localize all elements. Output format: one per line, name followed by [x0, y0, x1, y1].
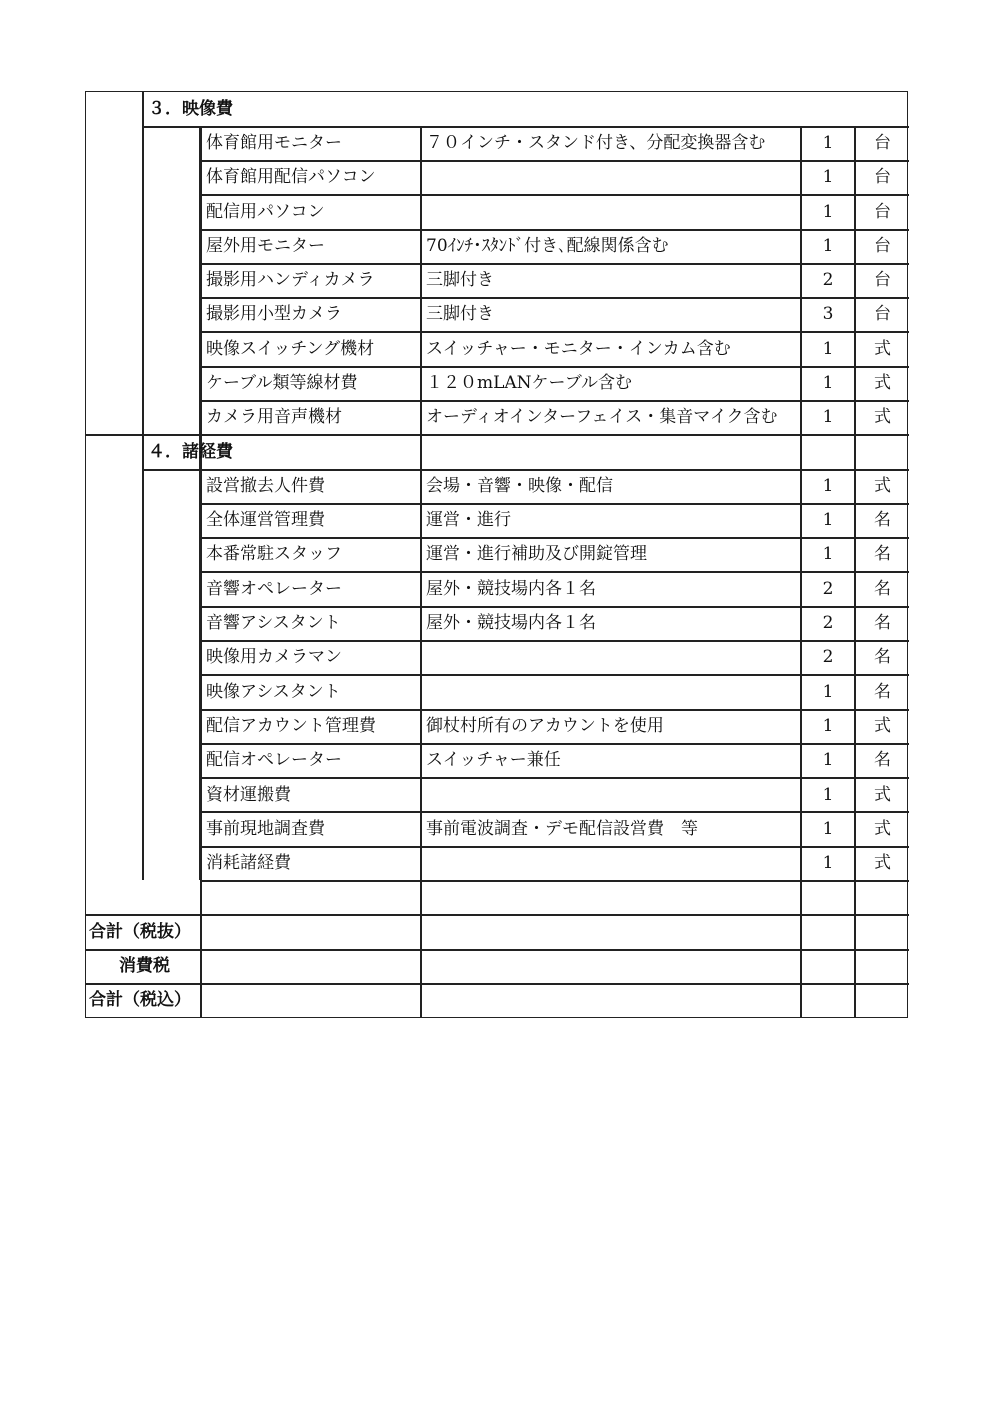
item-qty: 2 — [822, 647, 834, 667]
item-unit: 名 — [874, 682, 891, 702]
item-unit: 式 — [874, 373, 891, 393]
item-qty: 1 — [822, 236, 834, 256]
item-qty: 1 — [822, 133, 834, 153]
item-unit: 式 — [874, 407, 891, 427]
item-name: 事前現地調査費 — [206, 819, 325, 839]
item-qty: 1 — [822, 167, 834, 187]
item-name: 映像スイッチング機材 — [206, 339, 375, 359]
item-spec: 事前電波調査・デモ配信設営費 等 — [426, 819, 698, 839]
item-unit: 式 — [874, 716, 891, 736]
item-spec: オーディオインターフェイス・集音マイク含む — [426, 407, 778, 427]
item-name: カメラ用音声機材 — [206, 407, 342, 427]
item-spec: 運営・進行 — [426, 510, 511, 530]
row-line — [86, 914, 909, 916]
item-qty: 2 — [822, 613, 834, 633]
item-unit: 台 — [874, 202, 891, 222]
item-name: 映像アシスタント — [206, 682, 341, 702]
item-qty: 1 — [822, 510, 834, 530]
item-qty: 1 — [822, 339, 834, 359]
item-qty: 1 — [822, 819, 834, 839]
item-name: 体育館用配信パソコン — [206, 167, 376, 187]
item-spec: 70ｲﾝﾁ･ｽﾀﾝﾄﾞ付き､配線関係含む — [426, 236, 669, 256]
item-unit: 名 — [874, 750, 891, 770]
item-qty: 1 — [822, 373, 834, 393]
item-name: 屋外用モニター — [206, 236, 325, 256]
item-name: 体育館用モニター — [206, 133, 342, 153]
item-spec: 運営・進行補助及び開錠管理 — [426, 544, 647, 564]
item-spec: １２０mLANケーブル含む — [426, 373, 633, 393]
item-unit: 台 — [874, 270, 891, 290]
item-qty: 1 — [822, 750, 834, 770]
item-unit: 台 — [874, 304, 891, 324]
subtotal-label: 合計（税抜） — [89, 922, 191, 942]
section-title: ３．映像費 — [148, 99, 233, 119]
col-line-section — [142, 92, 144, 880]
item-name: 全体運営管理費 — [206, 510, 325, 530]
item-qty: 3 — [822, 304, 834, 324]
item-qty: 1 — [822, 716, 834, 736]
item-unit: 台 — [874, 133, 891, 153]
item-name: 映像用カメラマン — [206, 647, 342, 667]
estimate-table — [85, 91, 908, 1018]
total-label: 合計（税込） — [89, 990, 191, 1010]
item-name: ケーブル類等線材費 — [206, 373, 358, 393]
item-name: 消耗諸経費 — [206, 853, 291, 873]
item-name: 音響オペレーター — [206, 579, 342, 599]
item-spec: 三脚付き — [426, 304, 494, 324]
item-qty: 2 — [822, 579, 834, 599]
item-spec: 三脚付き — [426, 270, 494, 290]
item-unit: 台 — [874, 167, 891, 187]
item-qty: 1 — [822, 407, 834, 427]
item-qty: 2 — [822, 270, 834, 290]
item-name: 設営撤去人件費 — [206, 476, 325, 496]
row-line — [200, 880, 909, 882]
item-name: 撮影用ハンディカメラ — [206, 270, 375, 290]
item-unit: 名 — [874, 613, 891, 633]
item-name: 資材運搬費 — [206, 785, 291, 805]
item-name: 本番常駐スタッフ — [206, 544, 342, 564]
item-spec: 御杖村所有のアカウントを使用 — [426, 716, 664, 736]
item-name: 音響アシスタント — [206, 613, 341, 633]
tax-label: 消費税 — [119, 956, 170, 976]
item-name: 配信オペレーター — [206, 750, 342, 770]
section-title: ４．諸経費 — [148, 442, 233, 462]
item-qty: 1 — [822, 202, 834, 222]
item-unit: 名 — [874, 544, 891, 564]
row-line — [86, 949, 909, 951]
item-qty: 1 — [822, 544, 834, 564]
item-unit: 名 — [874, 579, 891, 599]
item-name: 配信アカウント管理費 — [206, 716, 376, 736]
item-unit: 式 — [874, 819, 891, 839]
item-unit: 名 — [874, 510, 891, 530]
item-unit: 式 — [874, 853, 891, 873]
row-line — [86, 983, 909, 985]
item-name: 配信用パソコン — [206, 202, 325, 222]
item-unit: 式 — [874, 785, 891, 805]
item-spec: 屋外・競技場内各１名 — [426, 613, 596, 633]
item-spec: 屋外・競技場内各１名 — [426, 579, 596, 599]
item-spec: 会場・音響・映像・配信 — [426, 476, 613, 496]
item-spec: ７０インチ・スタンド付き、分配変換器含む — [426, 133, 766, 153]
item-unit: 式 — [874, 339, 891, 359]
item-unit: 台 — [874, 236, 891, 256]
item-qty: 1 — [822, 682, 834, 702]
item-unit: 名 — [874, 647, 891, 667]
item-name: 撮影用小型カメラ — [206, 304, 342, 324]
item-qty: 1 — [822, 476, 834, 496]
item-spec: スイッチャー兼任 — [426, 750, 561, 770]
item-qty: 1 — [822, 785, 834, 805]
item-qty: 1 — [822, 853, 834, 873]
item-unit: 式 — [874, 476, 891, 496]
item-spec: スイッチャー・モニター・インカム含む — [426, 339, 731, 359]
